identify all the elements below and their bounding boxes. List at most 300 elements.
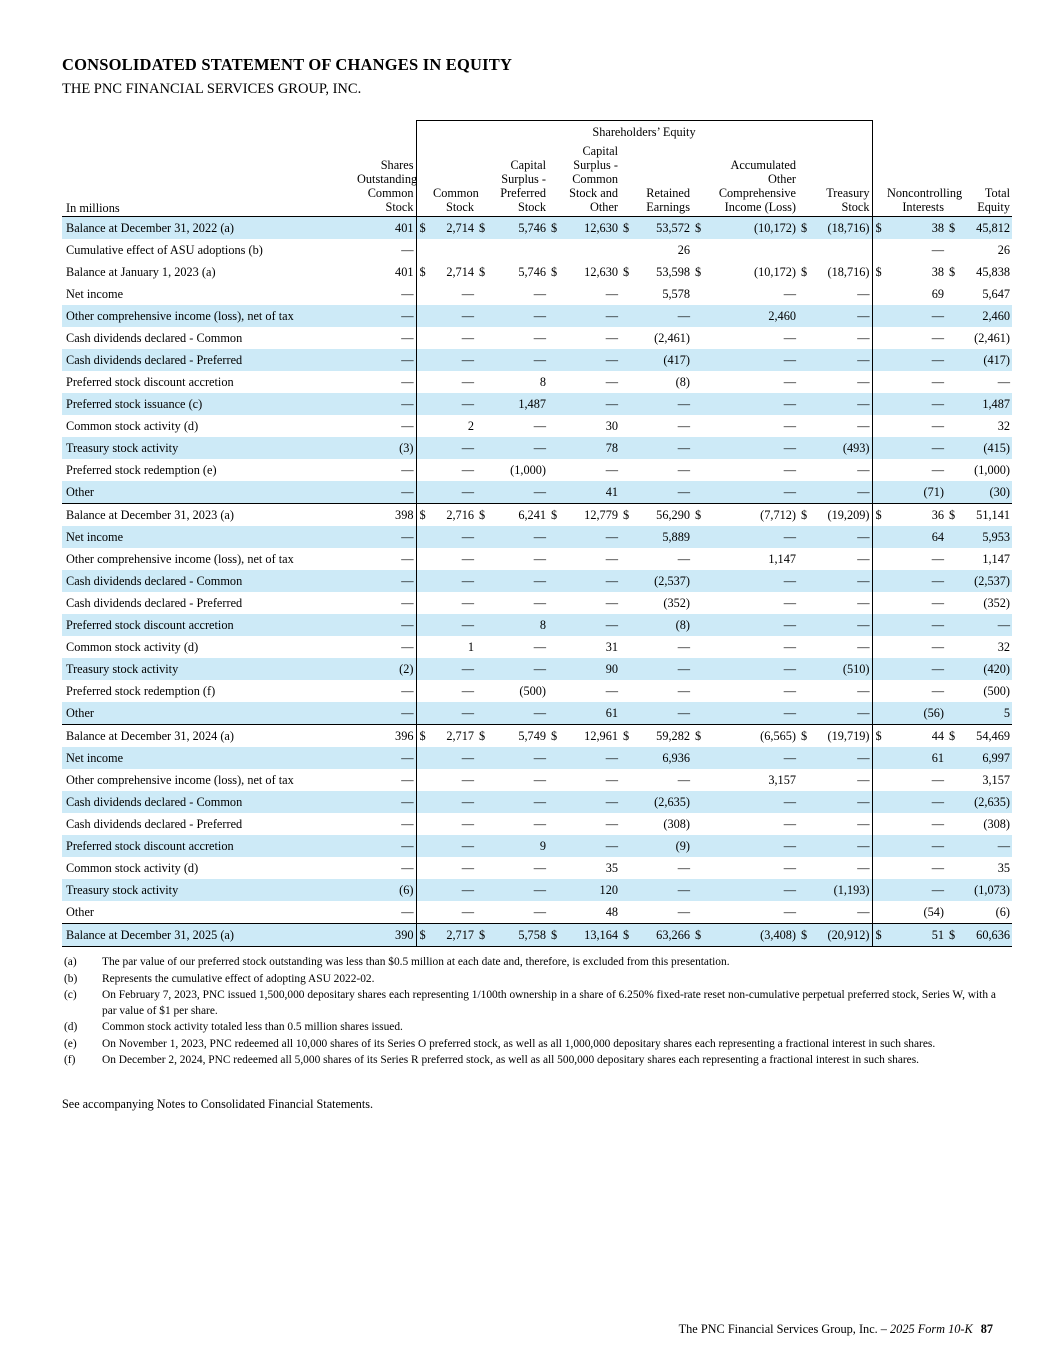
currency-symbol-retained-earnings — [620, 835, 634, 857]
cell-shares-outstanding-common-stock: — — [401, 243, 414, 258]
cell-noncontrolling-interests: 61 — [884, 747, 946, 769]
cell-capital-surplus-preferred-stock: — — [533, 552, 546, 567]
currency-symbol-accumulated-other-comprehensive-income-loss — [692, 857, 706, 879]
cell-noncontrolling-interests: 51 — [884, 924, 946, 947]
cell-common-stock: — — [430, 835, 476, 857]
currency-symbol-noncontrolling-interests — [872, 415, 884, 437]
currency-symbol-retained-earnings — [620, 857, 634, 879]
currency-symbol-accumulated-other-comprehensive-income-loss — [692, 327, 706, 349]
cell-total-equity: (2,537) — [960, 570, 1012, 592]
cell-total-equity: (420) — [960, 658, 1012, 680]
row-label: Other — [66, 905, 94, 920]
cell-total-equity: (1,073) — [960, 879, 1012, 901]
currency-symbol-capital-surplus-common-stock-and-other — [548, 415, 564, 437]
currency-symbol-retained-earnings — [620, 879, 634, 901]
cell-common-stock: — — [461, 905, 474, 920]
table-row — [62, 879, 1012, 901]
footnote-text: On November 1, 2023, PNC redeemed all 10,000 shares of its Series O preferred stock, as well as all 1,000,000 depositary shares each representing a fractional interest in such shares. — [102, 1037, 936, 1050]
cell-capital-surplus-common-stock-and-other: — — [605, 287, 618, 302]
cell-retained-earnings: — — [634, 879, 692, 901]
footnote-item — [62, 1020, 1002, 1036]
currency-symbol-capital-surplus-preferred-stock: $ — [476, 504, 490, 527]
currency-symbol-capital-surplus-preferred-stock — [476, 327, 490, 349]
cell-retained-earnings: — — [677, 463, 690, 478]
cell-capital-surplus-common-stock-and-other — [564, 239, 620, 261]
currency-symbol-total-equity — [946, 901, 960, 924]
row-label: Balance at December 31, 2024 (a) — [62, 725, 354, 748]
cell-capital-surplus-preferred-stock: — — [490, 526, 548, 548]
cell-noncontrolling-interests: 36 — [884, 504, 946, 527]
cell-shares-outstanding-common-stock: (2) — [354, 658, 416, 680]
currency-symbol-retained-earnings: $ — [620, 217, 634, 240]
cell-retained-earnings: — — [634, 702, 692, 725]
currency-symbol-noncontrolling-interests: $ — [872, 217, 884, 240]
column-header-row — [62, 143, 1012, 217]
currency-symbol-accumulated-other-comprehensive-income-loss — [692, 481, 706, 504]
currency-symbol-total-equity — [946, 813, 960, 835]
currency-symbol-noncontrolling-interests — [872, 548, 884, 570]
table-row — [62, 769, 1012, 791]
table-row — [62, 813, 1012, 835]
currency-symbol-accumulated-other-comprehensive-income-loss — [692, 393, 706, 415]
table-row — [62, 371, 1012, 393]
currency-symbol-noncontrolling-interests — [872, 879, 884, 901]
currency-symbol-treasury-stock — [798, 658, 810, 680]
row-label: Treasury stock activity — [62, 658, 354, 680]
cell-capital-surplus-preferred-stock: (1,000) — [510, 463, 546, 478]
currency-symbol-accumulated-other-comprehensive-income-loss — [692, 680, 706, 702]
table-row — [62, 327, 1012, 349]
cell-accumulated-other-comprehensive-income-loss: — — [706, 747, 798, 769]
currency-symbol-accumulated-other-comprehensive-income-loss — [692, 239, 706, 261]
cell-capital-surplus-preferred-stock: 5,758 — [490, 924, 548, 947]
cell-retained-earnings: — — [677, 773, 690, 788]
row-label: Cumulative effect of ASU adoptions (b) — [66, 243, 263, 258]
cell-retained-earnings: — — [677, 905, 690, 920]
currency-symbol-capital-surplus-preferred-stock — [476, 437, 490, 459]
cell-total-equity: (30) — [960, 481, 1012, 504]
cell-noncontrolling-interests: — — [931, 640, 944, 655]
cell-treasury-stock: (510) — [810, 658, 872, 680]
cell-treasury-stock: — — [810, 769, 872, 791]
currency-symbol-total-equity — [946, 879, 960, 901]
currency-symbol-accumulated-other-comprehensive-income-loss — [692, 702, 706, 725]
currency-symbol-retained-earnings: $ — [620, 504, 634, 527]
table-row — [62, 261, 1012, 283]
cell-noncontrolling-interests: — — [931, 817, 944, 832]
currency-symbol-total-equity — [946, 415, 960, 437]
currency-symbol-capital-surplus-common-stock-and-other: $ — [551, 265, 558, 280]
row-label: Net income — [62, 526, 354, 548]
currency-symbol-capital-surplus-preferred-stock — [476, 702, 490, 725]
cell-total-equity: (500) — [983, 684, 1010, 699]
currency-symbol-accumulated-other-comprehensive-income-loss — [692, 769, 706, 791]
currency-symbol-noncontrolling-interests — [872, 239, 884, 261]
cell-retained-earnings: (417) — [634, 349, 692, 371]
row-label: Common stock activity (d) — [66, 419, 199, 434]
footnote-text: On February 7, 2023, PNC issued 1,500,000 depositary shares each representing 1/100th ownership in a share of 6.250% fixed-rate reset non-cumulative perpetual preferred stock, Series W, with a par value of $1 per share. — [102, 989, 996, 1017]
cell-capital-surplus-common-stock-and-other: 78 — [564, 437, 620, 459]
cell-noncontrolling-interests: 44 — [884, 725, 946, 748]
cell-noncontrolling-interests: — — [931, 861, 944, 876]
currency-symbol-treasury-stock — [798, 857, 810, 879]
currency-symbol-total-equity — [946, 283, 960, 305]
cell-common-stock — [430, 239, 476, 261]
cell-shares-outstanding-common-stock: — — [354, 791, 416, 813]
cell-treasury-stock: (18,716) — [810, 261, 872, 283]
cell-capital-surplus-preferred-stock: 5,746 — [518, 265, 546, 280]
currency-symbol-retained-earnings — [620, 702, 634, 725]
footnote-item — [62, 955, 1002, 971]
cell-accumulated-other-comprehensive-income-loss: — — [706, 570, 798, 592]
currency-symbol-common-stock — [416, 459, 430, 481]
cell-accumulated-other-comprehensive-income-loss: 2,460 — [706, 305, 798, 327]
currency-symbol-total-equity — [946, 857, 960, 879]
currency-symbol-retained-earnings — [620, 393, 634, 415]
cell-retained-earnings: (9) — [634, 835, 692, 857]
cell-common-stock: — — [461, 463, 474, 478]
currency-symbol-capital-surplus-preferred-stock — [476, 813, 490, 835]
units-label: In millions — [66, 201, 120, 216]
col-header-retained-earnings: Retained Earnings — [646, 185, 690, 214]
currency-symbol-treasury-stock — [798, 747, 810, 769]
currency-symbol-capital-surplus-common-stock-and-other — [548, 901, 564, 924]
cell-common-stock: — — [430, 305, 476, 327]
currency-symbol-treasury-stock — [798, 702, 810, 725]
table-row — [62, 570, 1012, 592]
cell-treasury-stock: — — [810, 283, 872, 305]
cell-noncontrolling-interests: (56) — [884, 702, 946, 725]
cell-common-stock: — — [430, 614, 476, 636]
cell-capital-surplus-preferred-stock: — — [490, 481, 548, 504]
cell-shares-outstanding-common-stock: 401 — [395, 265, 414, 280]
currency-symbol-noncontrolling-interests: $ — [872, 924, 884, 947]
cell-capital-surplus-preferred-stock: — — [533, 640, 546, 655]
cell-common-stock: — — [430, 349, 476, 371]
cell-capital-surplus-preferred-stock: — — [490, 349, 548, 371]
row-label: Net income — [66, 287, 124, 302]
currency-symbol-total-equity — [946, 327, 960, 349]
cell-treasury-stock: — — [810, 747, 872, 769]
currency-symbol-treasury-stock — [798, 813, 810, 835]
row-label: Cash dividends declared - Preferred — [66, 596, 243, 611]
row-label: Preferred stock issuance (c) — [62, 393, 354, 415]
cell-capital-surplus-common-stock-and-other: — — [564, 570, 620, 592]
currency-symbol-retained-earnings — [620, 327, 634, 349]
currency-symbol-capital-surplus-preferred-stock: $ — [476, 725, 490, 748]
row-label: Cash dividends declared - Common — [66, 331, 243, 346]
currency-symbol-treasury-stock: $ — [798, 725, 810, 748]
currency-symbol-retained-earnings — [620, 901, 634, 924]
cell-total-equity: (2,635) — [960, 791, 1012, 813]
currency-symbol-total-equity — [946, 614, 960, 636]
currency-symbol-capital-surplus-preferred-stock: $ — [476, 924, 490, 947]
currency-symbol-capital-surplus-common-stock-and-other — [548, 680, 564, 702]
cell-accumulated-other-comprehensive-income-loss: — — [706, 393, 798, 415]
row-label: Other — [62, 702, 354, 725]
cell-treasury-stock: — — [810, 371, 872, 393]
cell-shares-outstanding-common-stock: 398 — [354, 504, 416, 527]
cell-total-equity: 5 — [960, 702, 1012, 725]
cell-common-stock: 1 — [467, 640, 474, 655]
currency-symbol-noncontrolling-interests — [872, 769, 884, 791]
row-label: Cash dividends declared - Preferred — [66, 817, 243, 832]
currency-symbol-noncontrolling-interests: $ — [872, 725, 884, 748]
table-row — [62, 901, 1012, 924]
footnote-marker: (d) — [64, 1021, 78, 1034]
table-row — [62, 239, 1012, 261]
cell-total-equity: (417) — [960, 349, 1012, 371]
cell-common-stock: — — [430, 791, 476, 813]
currency-symbol-treasury-stock — [798, 680, 810, 702]
currency-symbol-capital-surplus-preferred-stock — [476, 769, 490, 791]
col-header-capital-surplus-common-other: Capital Surplus - Common Stock and Other — [569, 144, 618, 214]
cell-common-stock: 2 — [467, 419, 474, 434]
cell-common-stock: — — [461, 861, 474, 876]
cell-common-stock: — — [461, 773, 474, 788]
currency-symbol-noncontrolling-interests — [872, 702, 884, 725]
currency-symbol-capital-surplus-preferred-stock — [476, 481, 490, 504]
row-label: Treasury stock activity — [62, 437, 354, 459]
table-row — [62, 702, 1012, 725]
row-label: Common stock activity (d) — [66, 861, 199, 876]
currency-symbol-capital-surplus-common-stock-and-other: $ — [548, 217, 564, 240]
cell-retained-earnings: — — [634, 305, 692, 327]
cell-accumulated-other-comprehensive-income-loss: — — [783, 331, 796, 346]
footnote-marker: (a) — [64, 956, 77, 969]
table-row — [62, 924, 1012, 947]
currency-symbol-capital-surplus-common-stock-and-other — [548, 769, 564, 791]
cell-capital-surplus-common-stock-and-other: — — [605, 773, 618, 788]
currency-symbol-retained-earnings — [620, 680, 634, 702]
page-subtitle: THE PNC FINANCIAL SERVICES GROUP, INC. — [62, 81, 362, 97]
currency-symbol-accumulated-other-comprehensive-income-loss — [692, 592, 706, 614]
cell-accumulated-other-comprehensive-income-loss: (3,408) — [706, 924, 798, 947]
cell-noncontrolling-interests: — — [931, 375, 944, 390]
page-content — [62, 55, 1010, 1112]
currency-symbol-accumulated-other-comprehensive-income-loss — [692, 636, 706, 658]
cell-noncontrolling-interests: — — [931, 463, 944, 478]
currency-symbol-noncontrolling-interests — [872, 680, 884, 702]
currency-symbol-common-stock — [416, 393, 430, 415]
col-header-treasury-stock: Treasury Stock — [810, 143, 872, 217]
currency-symbol-capital-surplus-common-stock-and-other — [548, 835, 564, 857]
currency-symbol-capital-surplus-common-stock-and-other — [548, 702, 564, 725]
currency-symbol-common-stock — [416, 702, 430, 725]
cell-treasury-stock: — — [810, 835, 872, 857]
cell-accumulated-other-comprehensive-income-loss: — — [706, 702, 798, 725]
cell-capital-surplus-preferred-stock: — — [490, 702, 548, 725]
cell-noncontrolling-interests: — — [884, 879, 946, 901]
cell-noncontrolling-interests: — — [931, 331, 944, 346]
cell-treasury-stock: — — [810, 791, 872, 813]
table-row — [62, 459, 1012, 481]
cell-accumulated-other-comprehensive-income-loss: — — [706, 835, 798, 857]
cell-retained-earnings: (2,537) — [634, 570, 692, 592]
cell-capital-surplus-common-stock-and-other: — — [564, 791, 620, 813]
cell-capital-surplus-common-stock-and-other: 90 — [564, 658, 620, 680]
currency-symbol-noncontrolling-interests — [872, 658, 884, 680]
currency-symbol-total-equity — [946, 349, 960, 371]
currency-symbol-treasury-stock — [798, 636, 810, 658]
cell-retained-earnings: (8) — [634, 614, 692, 636]
footnote-marker: (f) — [64, 1054, 76, 1067]
currency-symbol-total-equity — [946, 636, 960, 658]
table-row — [62, 592, 1012, 614]
currency-symbol-treasury-stock — [798, 769, 810, 791]
currency-symbol-common-stock — [416, 239, 430, 261]
footnote-item — [62, 988, 1002, 1019]
row-label: Preferred stock discount accretion — [62, 614, 354, 636]
currency-symbol-noncontrolling-interests — [872, 459, 884, 481]
currency-symbol-common-stock — [416, 526, 430, 548]
cell-accumulated-other-comprehensive-income-loss: (10,172) — [753, 265, 796, 280]
cell-shares-outstanding-common-stock: — — [401, 552, 414, 567]
currency-symbol-capital-surplus-preferred-stock — [476, 614, 490, 636]
currency-symbol-treasury-stock — [798, 481, 810, 504]
currency-symbol-retained-earnings — [620, 791, 634, 813]
cell-retained-earnings: (352) — [663, 596, 690, 611]
currency-symbol-retained-earnings — [620, 283, 634, 305]
cell-accumulated-other-comprehensive-income-loss: — — [706, 481, 798, 504]
currency-symbol-retained-earnings — [620, 459, 634, 481]
currency-symbol-retained-earnings — [620, 415, 634, 437]
table-row — [62, 857, 1012, 879]
currency-symbol-capital-surplus-preferred-stock: $ — [476, 217, 490, 240]
currency-symbol-retained-earnings — [620, 548, 634, 570]
cell-noncontrolling-interests: 69 — [931, 287, 944, 302]
currency-symbol-capital-surplus-preferred-stock — [476, 570, 490, 592]
table-header — [62, 121, 1012, 217]
currency-symbol-capital-surplus-common-stock-and-other — [548, 305, 564, 327]
cell-noncontrolling-interests: — — [884, 614, 946, 636]
currency-symbol-treasury-stock — [798, 526, 810, 548]
cell-treasury-stock: (1,193) — [810, 879, 872, 901]
cell-accumulated-other-comprehensive-income-loss: — — [783, 419, 796, 434]
equity-statement-table — [62, 120, 1012, 947]
cell-shares-outstanding-common-stock: — — [401, 419, 414, 434]
cell-retained-earnings: (8) — [675, 375, 690, 390]
footer-page-number: 87 — [980, 1322, 993, 1336]
currency-symbol-capital-surplus-preferred-stock — [476, 283, 490, 305]
cell-capital-surplus-common-stock-and-other: — — [564, 526, 620, 548]
currency-symbol-treasury-stock — [798, 614, 810, 636]
cell-shares-outstanding-common-stock: 390 — [354, 924, 416, 947]
cell-total-equity: 2,460 — [960, 305, 1012, 327]
cell-total-equity: 45,812 — [960, 217, 1012, 240]
cell-capital-surplus-common-stock-and-other: 13,164 — [564, 924, 620, 947]
cell-treasury-stock: (19,209) — [810, 504, 872, 527]
cell-retained-earnings: 63,266 — [634, 924, 692, 947]
currency-symbol-capital-surplus-common-stock-and-other — [548, 481, 564, 504]
currency-symbol-common-stock — [416, 791, 430, 813]
currency-symbol-capital-surplus-preferred-stock — [476, 879, 490, 901]
table-row — [62, 305, 1012, 327]
cell-common-stock: — — [430, 879, 476, 901]
currency-symbol-treasury-stock — [798, 835, 810, 857]
table-row — [62, 548, 1012, 570]
currency-symbol-total-equity — [946, 769, 960, 791]
cell-accumulated-other-comprehensive-income-loss: — — [783, 861, 796, 876]
cell-common-stock: — — [430, 437, 476, 459]
currency-symbol-common-stock — [416, 879, 430, 901]
currency-symbol-capital-surplus-preferred-stock — [476, 857, 490, 879]
page-footer — [0, 1322, 1055, 1337]
cell-accumulated-other-comprehensive-income-loss: — — [706, 614, 798, 636]
cell-treasury-stock: — — [810, 459, 872, 481]
row-label: Balance at December 31, 2023 (a) — [62, 504, 354, 527]
row-label: Balance at December 31, 2025 (a) — [62, 924, 354, 947]
cell-accumulated-other-comprehensive-income-loss: — — [706, 879, 798, 901]
currency-symbol-noncontrolling-interests — [872, 327, 884, 349]
cell-capital-surplus-preferred-stock — [490, 239, 548, 261]
currency-symbol-noncontrolling-interests — [872, 614, 884, 636]
cell-shares-outstanding-common-stock: (6) — [354, 879, 416, 901]
cell-common-stock: 2,714 — [446, 265, 474, 280]
currency-symbol-accumulated-other-comprehensive-income-loss: $ — [692, 504, 706, 527]
cell-capital-surplus-preferred-stock: 8 — [539, 375, 546, 390]
currency-symbol-total-equity — [946, 747, 960, 769]
cell-common-stock: — — [461, 375, 474, 390]
currency-symbol-capital-surplus-preferred-stock — [476, 901, 490, 924]
footnote-item — [62, 1053, 1002, 1069]
cell-treasury-stock: — — [810, 305, 872, 327]
table-body — [62, 217, 1012, 947]
currency-symbol-treasury-stock — [798, 548, 810, 570]
currency-symbol-accumulated-other-comprehensive-income-loss: $ — [692, 217, 706, 240]
currency-symbol-noncontrolling-interests: $ — [872, 261, 884, 283]
cell-total-equity: 26 — [997, 243, 1010, 258]
currency-symbol-noncontrolling-interests — [872, 349, 884, 371]
cell-accumulated-other-comprehensive-income-loss: — — [783, 817, 796, 832]
currency-symbol-treasury-stock: $ — [798, 217, 810, 240]
table-row — [62, 437, 1012, 459]
currency-symbol-capital-surplus-common-stock-and-other — [548, 526, 564, 548]
row-label: Preferred stock redemption (f) — [66, 684, 216, 699]
cell-accumulated-other-comprehensive-income-loss: (10,172) — [706, 217, 798, 240]
cell-retained-earnings: 56,290 — [634, 504, 692, 527]
cell-capital-surplus-preferred-stock: 5,746 — [490, 217, 548, 240]
currency-symbol-total-equity: $ — [946, 924, 960, 947]
currency-symbol-treasury-stock: $ — [798, 504, 810, 527]
table-row — [62, 747, 1012, 769]
cell-shares-outstanding-common-stock: — — [401, 375, 414, 390]
row-label: Preferred stock redemption (e) — [66, 463, 217, 478]
currency-symbol-common-stock — [416, 592, 430, 614]
cell-accumulated-other-comprehensive-income-loss — [706, 239, 798, 261]
currency-symbol-total-equity — [946, 239, 960, 261]
col-header-noncontrolling-interests: Noncontrolling Interests — [887, 185, 963, 214]
currency-symbol-capital-surplus-common-stock-and-other — [548, 636, 564, 658]
cell-accumulated-other-comprehensive-income-loss: — — [783, 596, 796, 611]
col-header-capital-surplus-preferred: Capital Surplus - Preferred Stock — [500, 157, 546, 214]
currency-symbol-capital-surplus-common-stock-and-other — [548, 437, 564, 459]
cell-capital-surplus-preferred-stock: 8 — [490, 614, 548, 636]
cell-total-equity: 6,997 — [960, 747, 1012, 769]
cell-noncontrolling-interests: — — [931, 419, 944, 434]
cell-shares-outstanding-common-stock: 401 — [354, 217, 416, 240]
cell-shares-outstanding-common-stock: — — [354, 393, 416, 415]
currency-symbol-total-equity — [946, 570, 960, 592]
cell-shares-outstanding-common-stock: — — [354, 526, 416, 548]
cell-noncontrolling-interests: (71) — [884, 481, 946, 504]
cell-common-stock: 2,716 — [430, 504, 476, 527]
currency-symbol-accumulated-other-comprehensive-income-loss — [692, 349, 706, 371]
cell-treasury-stock: — — [810, 614, 872, 636]
cell-treasury-stock: (19,719) — [810, 725, 872, 748]
currency-symbol-noncontrolling-interests — [872, 636, 884, 658]
currency-symbol-total-equity — [946, 791, 960, 813]
